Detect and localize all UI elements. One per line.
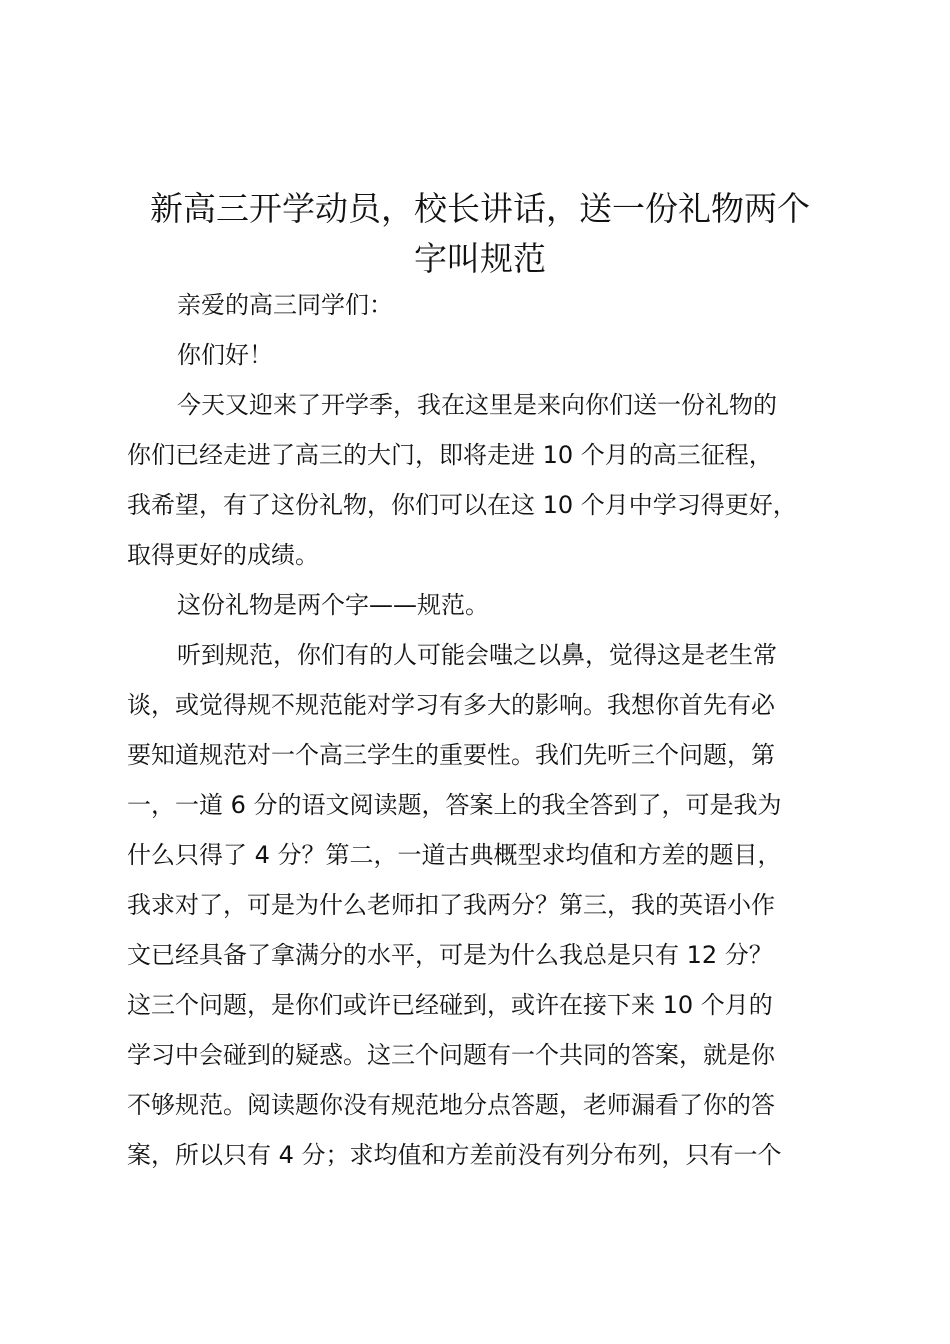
text-line: 什么只得了 4 分？第二，一道古典概型求均值和方差的题目， [127,841,782,869]
text-line: 谈，或觉得规不规范能对学习有多大的影响。我想你首先有必 [127,691,775,719]
document-title [110,184,850,284]
text-line: 学习中会碰到的疑惑。这三个问题有一个共同的答案，就是你 [127,1041,775,1069]
text-line: 亲爱的高三同学们： [177,291,393,319]
title-line-2: 字叫规范 [414,239,546,278]
text-line: 这份礼物是两个字——规范。 [177,591,489,619]
text-line: 我希望，有了这份礼物，你们可以在这 10 个月中学习得更好， [127,491,797,519]
text-line: 一，一道 6 分的语文阅读题，答案上的我全答到了，可是我为 [127,791,782,819]
text-line: 我求对了，可是为什么老师扣了我两分？第三，我的英语小作 [127,891,775,919]
text-line: 文已经具备了拿满分的水平，可是为什么我总是只有 12 分？ [127,941,773,969]
text-line: 不够规范。阅读题你没有规范地分点答题，老师漏看了你的答 [127,1091,775,1119]
paragraph-main [127,630,857,1180]
paragraph-greeting [127,280,857,330]
text-line: 你们已经走进了高三的大门，即将走进 10 个月的高三征程， [127,441,773,469]
paragraph-gift [127,580,857,630]
text-line: 要知道规范对一个高三学生的重要性。我们先听三个问题，第 [127,741,775,769]
text-line: 听到规范，你们有的人可能会嗤之以鼻，觉得这是老生常 [177,641,777,669]
document-body [127,280,857,1180]
title-line-1: 新高三开学动员，校长讲话，送一份礼物两个 [150,189,810,228]
text-line: 今天又迎来了开学季，我在这里是来向你们送一份礼物的 [177,391,777,419]
paragraph-intro [127,380,857,580]
paragraph-hello [127,330,857,380]
text-line: 取得更好的成绩。 [127,541,319,569]
text-line: 案，所以只有 4 分；求均值和方差前没有列分布列，只有一个 [127,1141,782,1169]
text-line: 这三个问题，是你们或许已经碰到，或许在接下来 10 个月的 [127,991,773,1019]
text-line: 你们好！ [177,341,273,369]
